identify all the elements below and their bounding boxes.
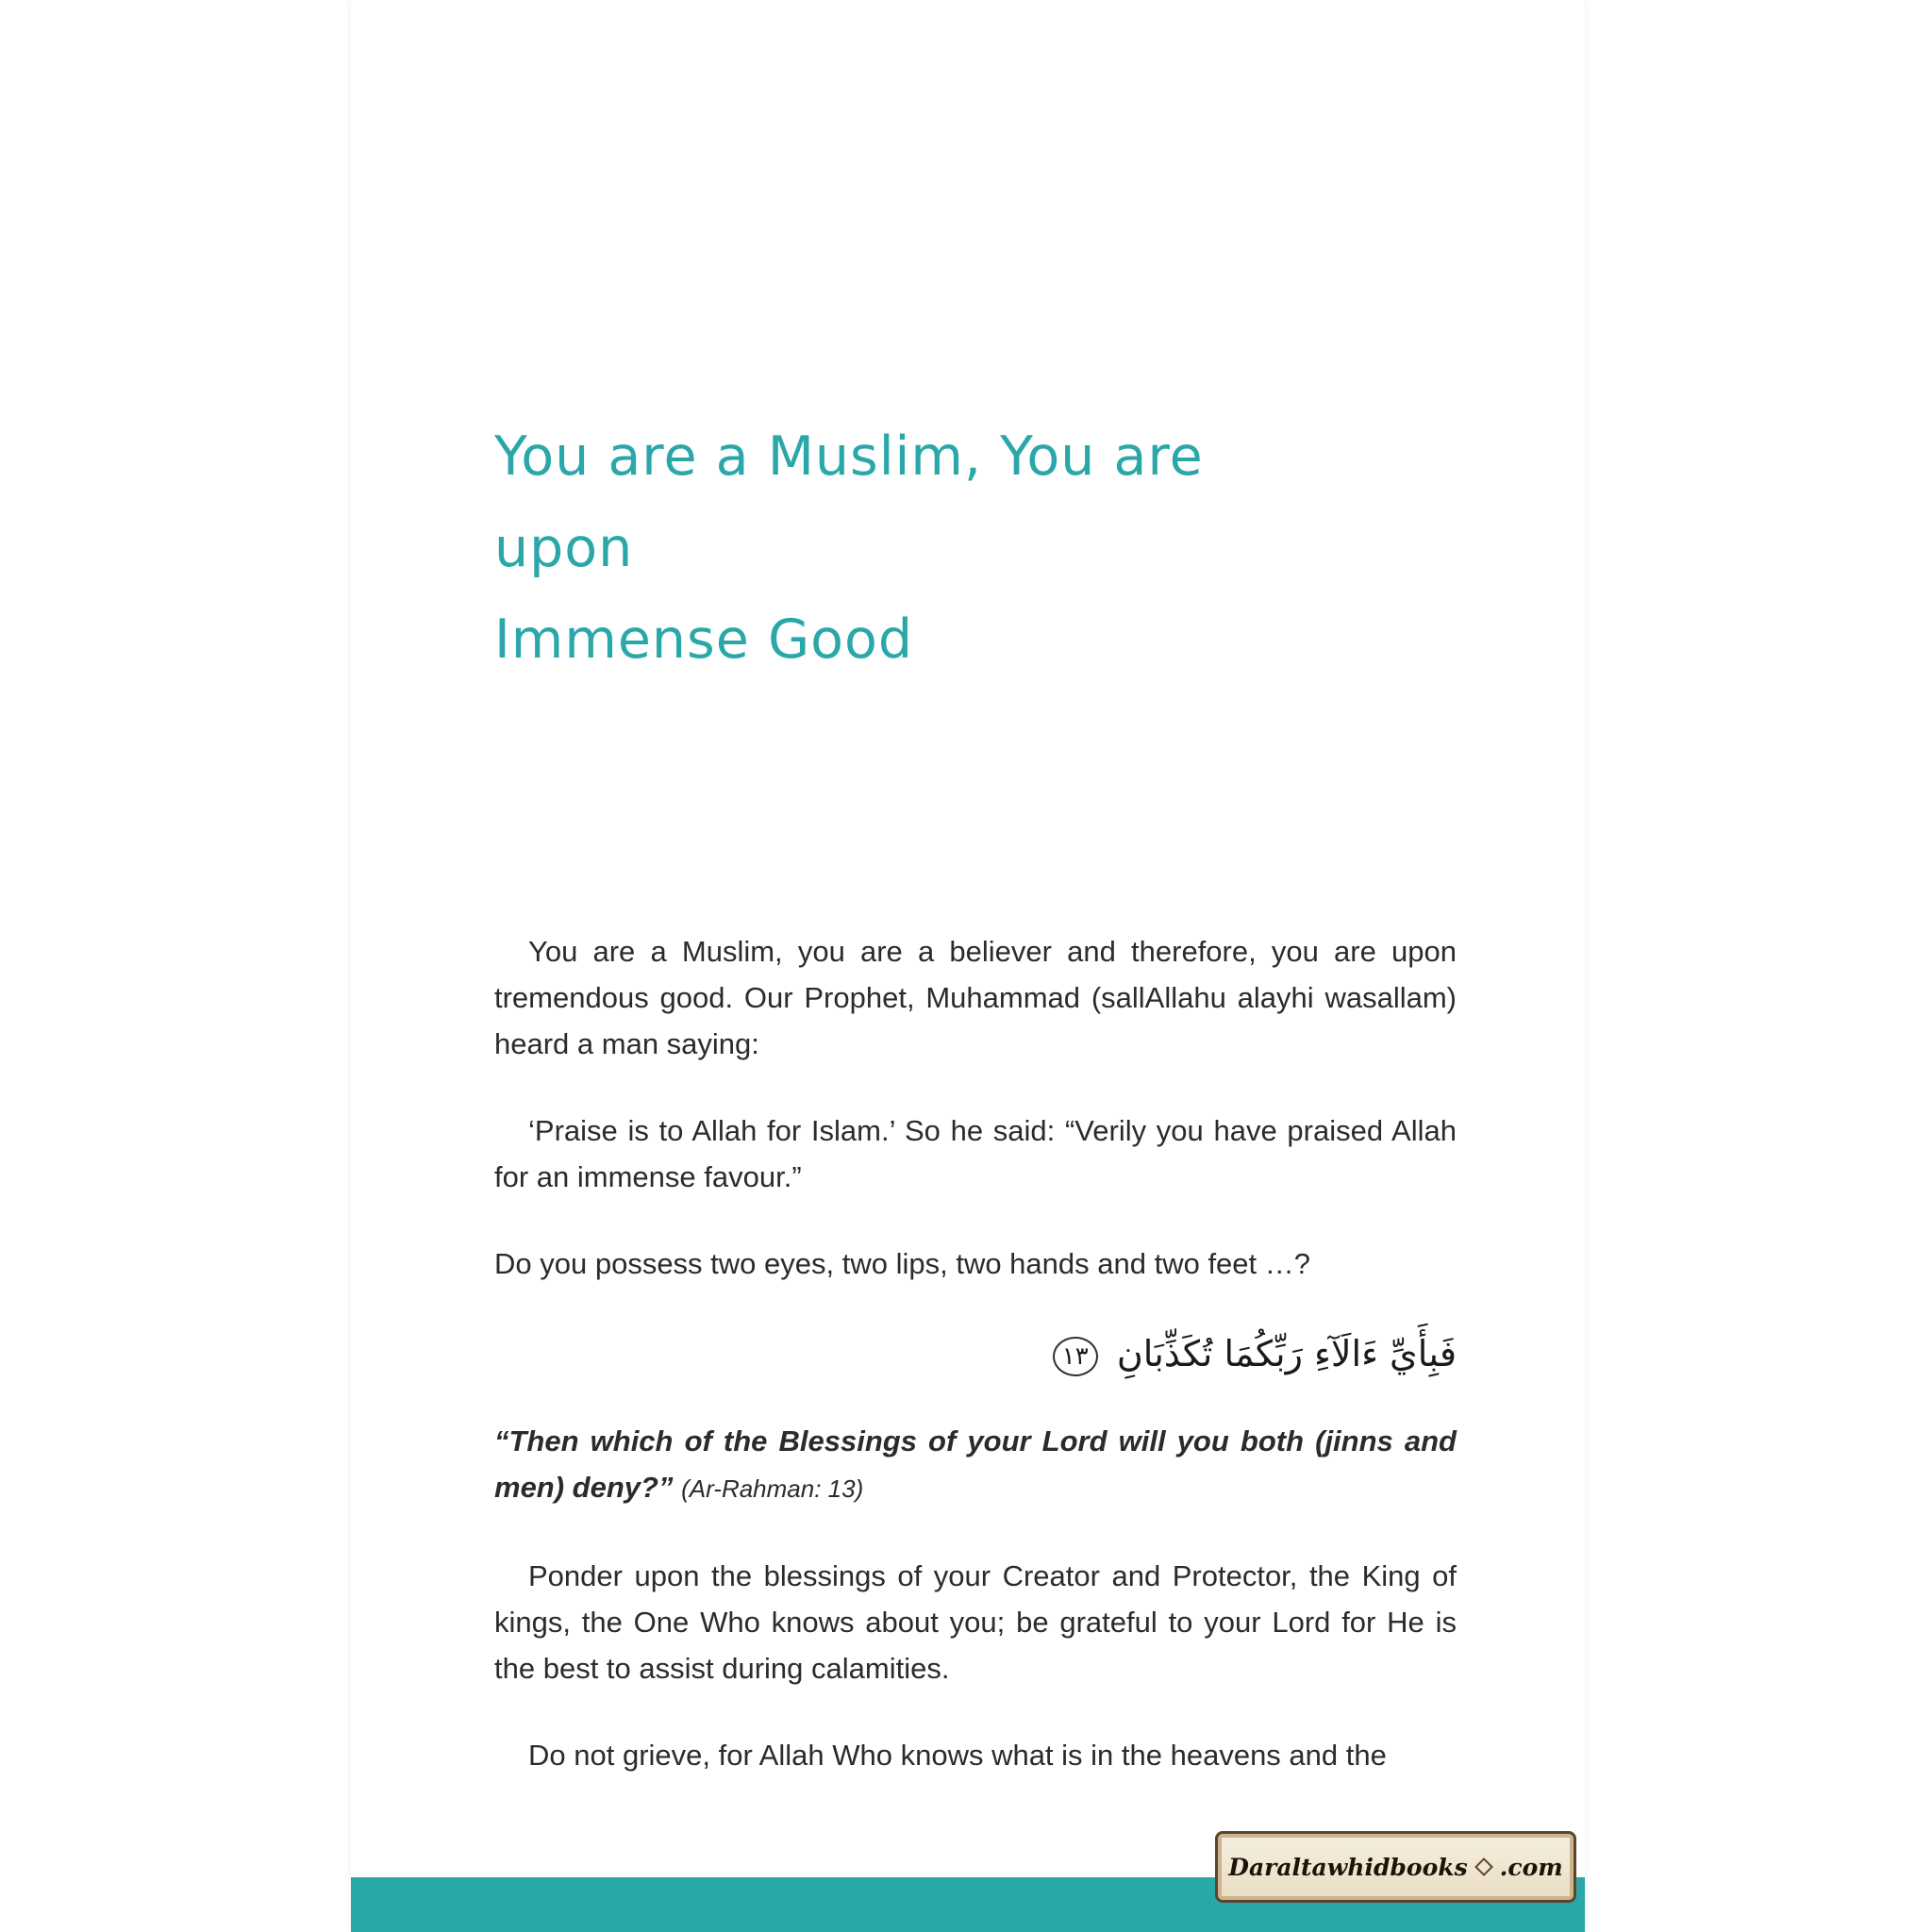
watermark-tld: .com	[1499, 1853, 1563, 1881]
body-text	[494, 928, 1457, 1819]
paragraph-ponder: Ponder upon the blessings of your Creator and Protector, the King of kings, the One Who knows about you; be grateful to your Lord for He is the best to assist during calamities.	[494, 1559, 1457, 1685]
watermark-name: Daraltawhidbooks	[1228, 1853, 1468, 1881]
verse-translation	[494, 1418, 1457, 1512]
diamond-ornament-icon	[1474, 1857, 1493, 1876]
arabic-verse-text: فَبِأَيِّ ءَالَآءِ رَبِّكُمَا تُكَذِّبَانِ	[1116, 1333, 1457, 1374]
verse-quote: “Then which of the Blessings of your Lord will you both (jinns and men) deny?”	[494, 1424, 1457, 1504]
ayah-number-mark: ١٣	[1053, 1337, 1098, 1376]
page-title	[494, 411, 1343, 686]
book-page	[351, 0, 1585, 1932]
paragraph-intro: You are a Muslim, you are a believer and therefore, you are upon tremendous good. Our Prophet, Muhammad (sallAllahu alayhi wasallam) heard a man saying:	[494, 935, 1457, 1060]
paragraph-do-not-grieve: Do not grieve, for Allah Who knows what is in the heavens and the	[528, 1739, 1387, 1772]
title-line-2: Immense Good	[494, 608, 914, 671]
arabic-verse	[494, 1327, 1457, 1380]
title-line-1: You are a Muslim, You are upon	[494, 425, 1204, 579]
verse-reference: (Ar-Rahman: 13)	[681, 1474, 864, 1503]
paragraph-question: Do you possess two eyes, two lips, two hands and two feet …?	[494, 1247, 1311, 1280]
watermark-logo	[1215, 1831, 1576, 1903]
paragraph-hadith: ‘Praise is to Allah for Islam.’ So he said: “Verily you have praised Allah for an immense favour.”	[494, 1114, 1457, 1193]
